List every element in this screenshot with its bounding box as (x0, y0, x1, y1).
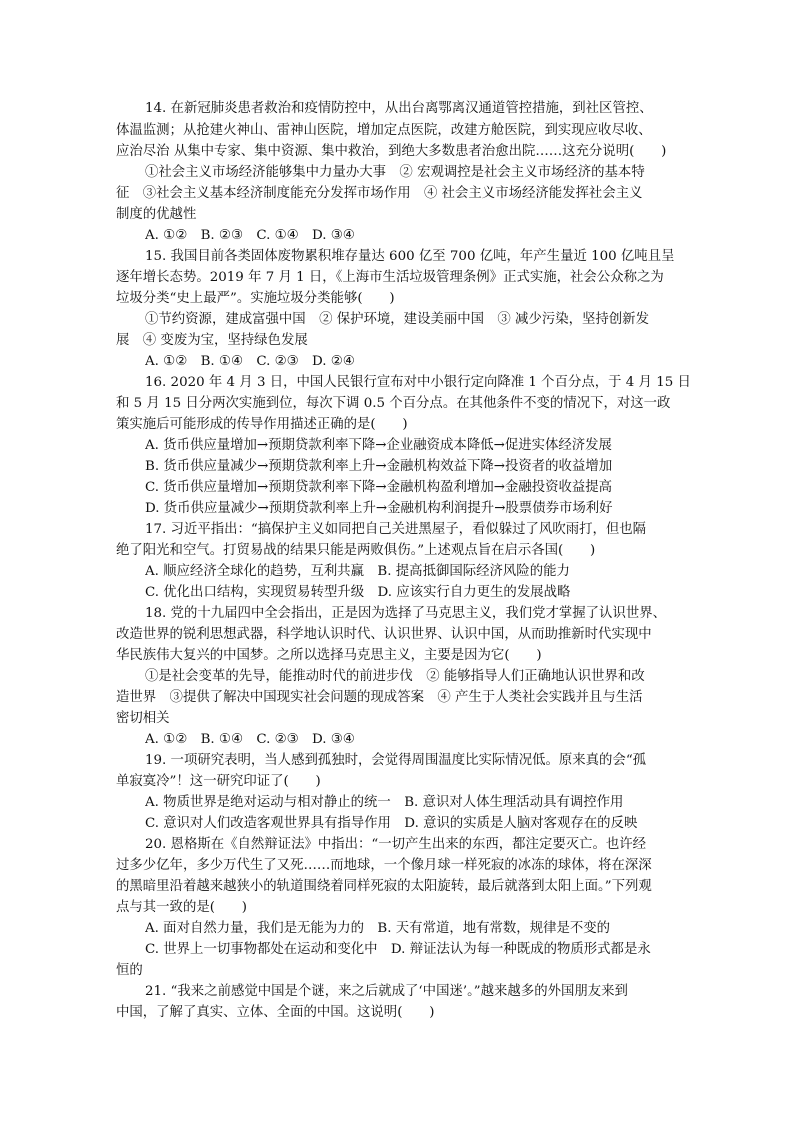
question-19-options-cd: C. 意识对人们改造客观世界具有指导作用 D. 意识的实质是人脑对客观存在的反映 (145, 816, 638, 831)
question-14-line-2: 体温监测；从抢建火神山、雷神山医院，增加定点医院，改建方舱医院，到实现应收尽收、 (116, 123, 652, 138)
question-18-line-4: ①是社会变革的先导，能推动时代的前进步伐 ② 能够指导人们正确地认识世界和改 (145, 669, 645, 684)
question-15-line-3: 垃圾分类“史上最严”。实施垃圾分类能够( ) (116, 291, 395, 306)
question-20-line-4: 点与其一致的是( ) (116, 900, 247, 915)
question-14-line-4: ①社会主义市场经济能够集中力量办大事 ② 宏观调控是社会主义市场经济的基本特 (145, 165, 645, 180)
question-14-options: A. ①② B. ②③ C. ①④ D. ③④ (145, 228, 355, 243)
question-16-option-c: C. 货币供应量增加→预期贷款利率下降→金融机构盈利增加→金融投资收益提高 (145, 480, 613, 495)
question-19-line-2: 单寂寞冷”！这一研究印证了( ) (116, 774, 321, 789)
question-17-options-ab: A. 顺应经济全球化的趋势，互利共赢 B. 提高抵御国际经济风险的能力 (145, 564, 570, 579)
question-15-options: A. ①② B. ①④ C. ②③ D. ②④ (145, 354, 355, 369)
question-20-options-cd-cont: 恒的 (116, 963, 143, 978)
question-14-line-3: 应治尽治 从集中专家、集中资源、集中救治，到绝大多数患者治愈出院……这充分说明( ) (116, 144, 667, 159)
question-16-option-a: A. 货币供应量增加→预期贷款利率下降→企业融资成本降低→促进实体经济发展 (145, 438, 612, 453)
question-18-options: A. ①② B. ①④ C. ②③ D. ③④ (145, 732, 355, 747)
question-16-line-1: 16. 2020 年 4 月 3 日，中国人民银行宣布对中小银行定向降准 1 个百分点，于 4 月 15 日 (145, 375, 691, 390)
question-16-option-d: D. 货币供应量减少→预期贷款利率上升→金融机构利润提升→股票债券市场利好 (145, 501, 613, 516)
question-18-line-2: 改造世界的锐利思想武器，科学地认识时代、认识世界、认识中国，从而助推新时代实现中 (116, 627, 652, 642)
question-21-line-1: 21. “我来之前感觉中国是个谜，来之后就成了‘中国迷’。”越来越多的外国朋友来到 (145, 984, 628, 999)
question-18-line-3: 华民族伟大复兴的中国梦。之所以选择马克思主义，主要是因为它( ) (116, 648, 542, 663)
question-20-line-2: 过多少亿年，多少万代生了又死……而地球，一个像月球一样死寂的冰冻的球体，将在深深 (116, 858, 652, 873)
question-19-options-ab: A. 物质世界是绝对运动与相对静止的统一 B. 意识对人体生理活动具有调控作用 (145, 795, 624, 810)
question-19-line-1: 19. 一项研究表明，当人感到孤独时，会觉得周围温度比实际情况低。原来真的会“孤 (145, 753, 647, 768)
question-18-line-1: 18. 党的十九届四中全会指出，正是因为选择了马克思主义，我们党才掌握了认识世界、 (145, 606, 667, 621)
question-16-line-3: 策实施后可能形成的传导作用描述正确的是( ) (116, 417, 408, 432)
question-14-line-5: 征 ③社会主义基本经济制度能充分发挥市场作用 ④ 社会主义市场经济能发挥社会主义 (116, 186, 643, 201)
question-17-line-2: 绝了阳光和空气。打贸易战的结果只能是两败俱伤。”上述观点旨在启示各国( ) (116, 543, 596, 558)
question-21-line-2: 中国，了解了真实、立体、全面的中国。这说明( ) (116, 1005, 435, 1020)
question-20-options-ab: A. 面对自然力量，我们是无能为力的 B. 天有常道，地有常数，规律是不变的 (145, 921, 611, 936)
question-15-line-5: 展 ④ 变废为宝，坚持绿色发展 (116, 333, 308, 348)
question-14-line-1: 14. 在新冠肺炎患者救治和疫情防控中，从出台离鄂离汉通道管控措施，到社区管控、 (145, 101, 653, 116)
question-15-line-1: 15. 我国目前各类固体废物累积堆存量达 600 亿至 700 亿吨，年产生量近 100 亿吨且呈 (145, 249, 675, 264)
question-18-line-5: 造世界 ③提供了解决中国现实社会问题的现成答案 ④ 产生于人类社会实践并且与生活 (116, 690, 643, 705)
question-20-line-1: 20. 恩格斯在《自然辩证法》中指出：“一切产生出来的东西，都注定要灭亡。也许经 (145, 837, 647, 852)
question-17-line-1: 17. 习近平指出：“搞保护主义如同把自己关进黑屋子，看似躲过了风吹雨打，但也隔 (145, 522, 647, 537)
question-20-options-cd: C. 世界上一切事物都处在运动和变化中 D. 辩证法认为每一种既成的物质形式都是永 (145, 942, 651, 957)
question-15-line-2: 逐年增长态势。2019 年 7 月 1 日，《上海市生活垃圾管理条例》正式实施，社会公众称之为 (116, 270, 664, 285)
question-16-line-2: 和 5 月 15 日分两次实施到位，每次下调 0.5 个百分点。在其他条件不变的情况下，对这一政 (116, 396, 671, 411)
question-15-line-4: ①节约资源，建成富强中国 ② 保护环境，建设美丽中国 ③ 减少污染，坚持创新发 (145, 312, 649, 327)
question-18-line-6: 密切相关 (116, 711, 170, 726)
question-20-line-3: 的黑暗里沿着越来越狭小的轨道围绕着同样死寂的太阳旋转，最后就落到太阳上面。”下列观 (116, 879, 652, 894)
question-16-option-b: B. 货币供应量减少→预期贷款利率上升→金融机构效益下降→投资者的收益增加 (145, 459, 613, 474)
question-17-options-cd: C. 优化出口结构，实现贸易转型升级 D. 应该实行自力更生的发展战略 (145, 585, 571, 600)
question-14-line-6: 制度的优越性 (116, 207, 197, 222)
